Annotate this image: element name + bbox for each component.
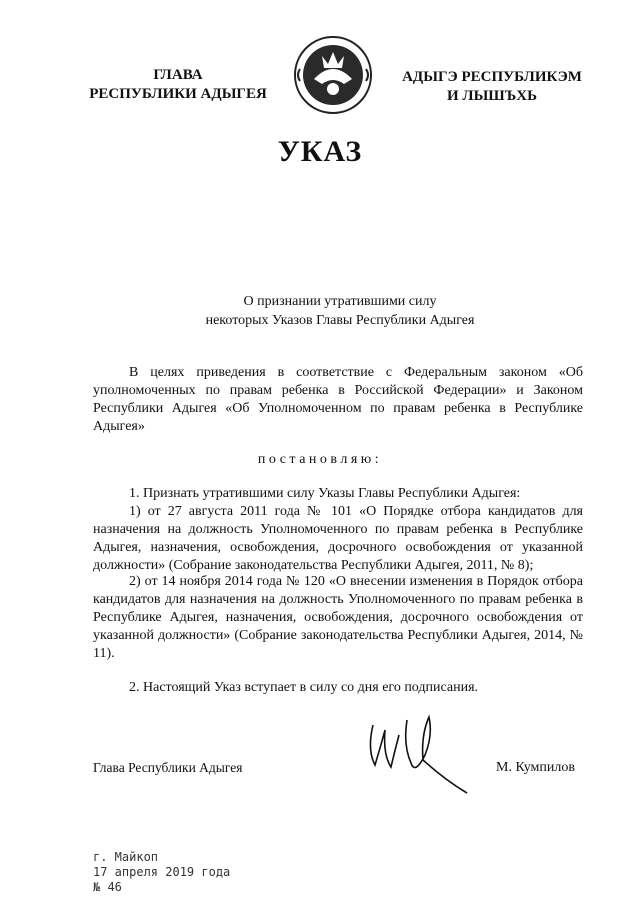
header-left-line2: РЕСПУБЛИКИ АДЫГЕЯ xyxy=(89,86,267,102)
header-left-line1: ГЛАВА xyxy=(153,67,203,83)
signatory-name: М. Кумпилов xyxy=(496,760,575,775)
footer-number: № 46 xyxy=(93,880,122,894)
document-title xyxy=(120,292,560,330)
title-line1: О признании утратившими силу xyxy=(243,294,437,309)
decree-word: постановляю: xyxy=(257,452,383,467)
signatory-position: Глава Республики Адыгея xyxy=(93,760,243,775)
item-1: 1. Признать утратившими силу Указы Главы Республики Адыгея: xyxy=(129,486,521,501)
item-1-1: 1) от 27 августа 2011 года № 101 «О Порядке отбора кандидатов для назначения на должность Уполномоченного по правам ребенка в Республике Адыгея, назначения, освобождения, досрочного освобождения от указанной должности» (Собрание законодательства Республики Адыгея, 2011, № 8); xyxy=(93,504,583,573)
item-2: 2. Настоящий Указ вступает в силу со дня его подписания. xyxy=(129,680,479,695)
preamble: В целях приведения в соответствие с Федеральным законом «Об уполномоченных по правам ребенка в Российской Федерации» и Законом Республики Адыгея «Об Уполномоченном по правам ребенка в Республике Адыгея» xyxy=(93,365,583,434)
item-1-2: 2) от 14 ноября 2014 года № 120 «О внесении изменения в Порядок отбора кандидатов для назначения на должность Уполномоченного по правам ребенка в Республике Адыгея, назначения, освобождения, досрочного освобождения от указанной должности» (Собрание законодательства Республики Адыгея, 2014, № 11). xyxy=(93,574,583,661)
header-right-line2: И ЛЫШЪХЬ xyxy=(446,88,538,104)
footer-date: 17 апреля 2019 года xyxy=(93,865,231,879)
coat-of-arms-icon xyxy=(292,34,374,116)
header-left xyxy=(78,66,278,104)
footer-stamp xyxy=(93,850,230,895)
title-line2: некоторых Указов Главы Республики Адыгея xyxy=(205,313,475,328)
document-type: УКАЗ xyxy=(277,135,363,168)
header-right-line1: АДЫГЭ РЕСПУБЛИКЭМ xyxy=(402,69,582,85)
header-right xyxy=(382,68,602,106)
footer-city: г. Майкоп xyxy=(93,850,159,864)
handwritten-signature xyxy=(355,705,485,815)
